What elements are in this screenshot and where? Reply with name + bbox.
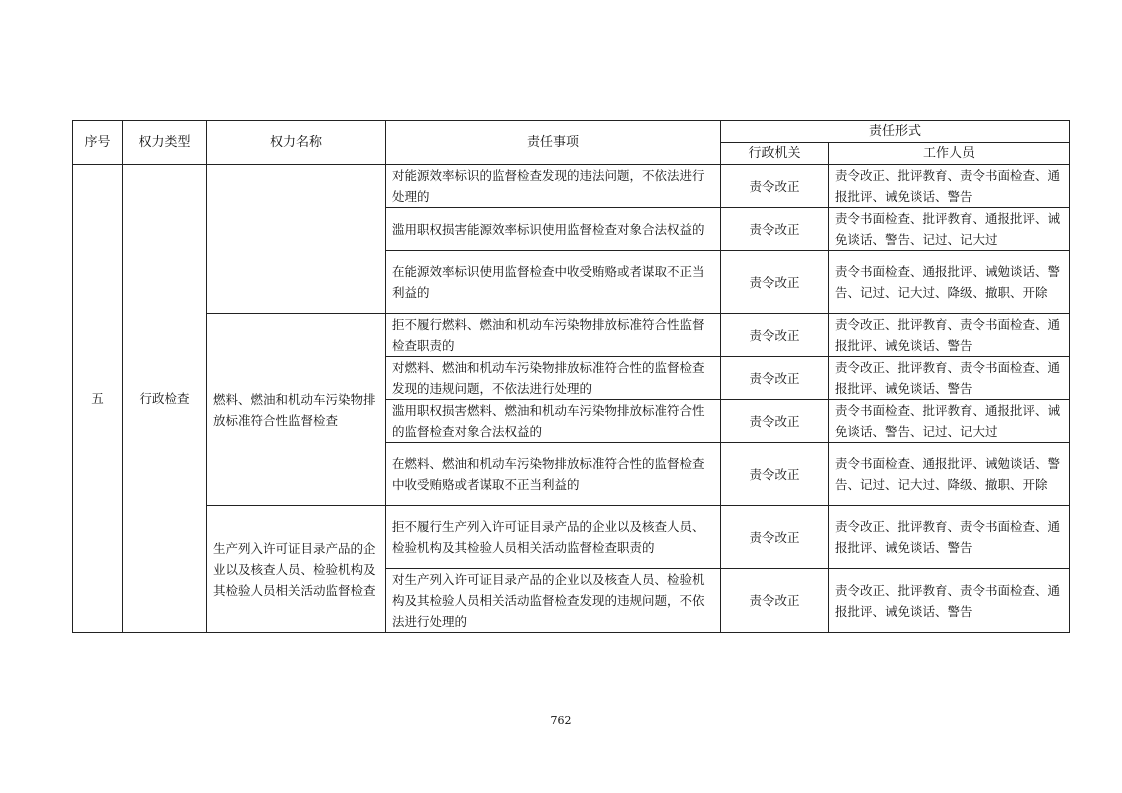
responsibility-item: 在能源效率标识使用监督检查中收受贿赂或者谋取不正当利益的 xyxy=(386,251,721,314)
header-agency: 行政机关 xyxy=(721,143,829,165)
responsibility-table xyxy=(72,120,1070,633)
agency-form: 责令改正 xyxy=(721,506,829,569)
responsibility-item: 在燃料、燃油和机动车污染物排放标准符合性的监督检查中收受贿赂或者谋取不正当利益的 xyxy=(386,443,721,506)
header-power-type: 权力类型 xyxy=(123,121,207,165)
responsibility-item: 拒不履行燃料、燃油和机动车污染物排放标准符合性监督检查职责的 xyxy=(386,314,721,357)
staff-form: 责令书面检查、通报批评、诫勉谈话、警告、记过、记大过、降级、撤职、开除 xyxy=(829,443,1070,506)
header-staff: 工作人员 xyxy=(829,143,1070,165)
agency-form: 责令改正 xyxy=(721,357,829,400)
staff-form: 责令书面检查、批评教育、通报批评、诫免谈话、警告、记过、记大过 xyxy=(829,208,1070,251)
power-type-cell: 行政检查 xyxy=(123,165,207,633)
power-name-cell: 生产列入许可证目录产品的企业以及核查人员、检验机构及其检验人员相关活动监督检查 xyxy=(207,506,386,633)
staff-form: 责令书面检查、批评教育、通报批评、诫免谈话、警告、记过、记大过 xyxy=(829,400,1070,443)
agency-form: 责令改正 xyxy=(721,569,829,633)
table-row xyxy=(73,165,1070,208)
agency-form: 责令改正 xyxy=(721,208,829,251)
agency-form: 责令改正 xyxy=(721,400,829,443)
table-row xyxy=(73,506,1070,569)
staff-form: 责令改正、批评教育、责令书面检查、通报批评、诫免谈话、警告 xyxy=(829,506,1070,569)
staff-form: 责令改正、批评教育、责令书面检查、通报批评、诫免谈话、警告 xyxy=(829,314,1070,357)
header-form: 责任形式 xyxy=(721,121,1070,143)
responsibility-item: 对生产列入许可证目录产品的企业以及核查人员、检验机构及其检验人员相关活动监督检查发现的违规问题，不依法进行处理的 xyxy=(386,569,721,633)
responsibility-item: 拒不履行生产列入许可证目录产品的企业以及核查人员、检验机构及其检验人员相关活动监督检查职责的 xyxy=(386,506,721,569)
staff-form: 责令改正、批评教育、责令书面检查、通报批评、诫免谈话、警告 xyxy=(829,569,1070,633)
seq-cell: 五 xyxy=(73,165,123,633)
header-responsibility: 责任事项 xyxy=(386,121,721,165)
table-row xyxy=(73,314,1070,357)
page-number: 762 xyxy=(550,714,572,727)
agency-form: 责令改正 xyxy=(721,443,829,506)
agency-form: 责令改正 xyxy=(721,314,829,357)
responsibility-item: 对能源效率标识的监督检查发现的违法问题，不依法进行处理的 xyxy=(386,165,721,208)
staff-form: 责令改正、批评教育、责令书面检查、通报批评、诫免谈话、警告 xyxy=(829,165,1070,208)
power-name-cell: 燃料、燃油和机动车污染物排放标准符合性监督检查 xyxy=(207,314,386,506)
header-seq: 序号 xyxy=(73,121,123,165)
staff-form: 责令书面检查、通报批评、诫勉谈话、警告、记过、记大过、降级、撤职、开除 xyxy=(829,251,1070,314)
power-name-cell xyxy=(207,165,386,314)
header-power-name: 权力名称 xyxy=(207,121,386,165)
agency-form: 责令改正 xyxy=(721,165,829,208)
agency-form: 责令改正 xyxy=(721,251,829,314)
staff-form: 责令改正、批评教育、责令书面检查、通报批评、诫免谈话、警告 xyxy=(829,357,1070,400)
responsibility-item: 对燃料、燃油和机动车污染物排放标准符合性的监督检查发现的违规问题，不依法进行处理的 xyxy=(386,357,721,400)
responsibility-item: 滥用职权损害能源效率标识使用监督检查对象合法权益的 xyxy=(386,208,721,251)
responsibility-item: 滥用职权损害燃料、燃油和机动车污染物排放标准符合性的监督检查对象合法权益的 xyxy=(386,400,721,443)
